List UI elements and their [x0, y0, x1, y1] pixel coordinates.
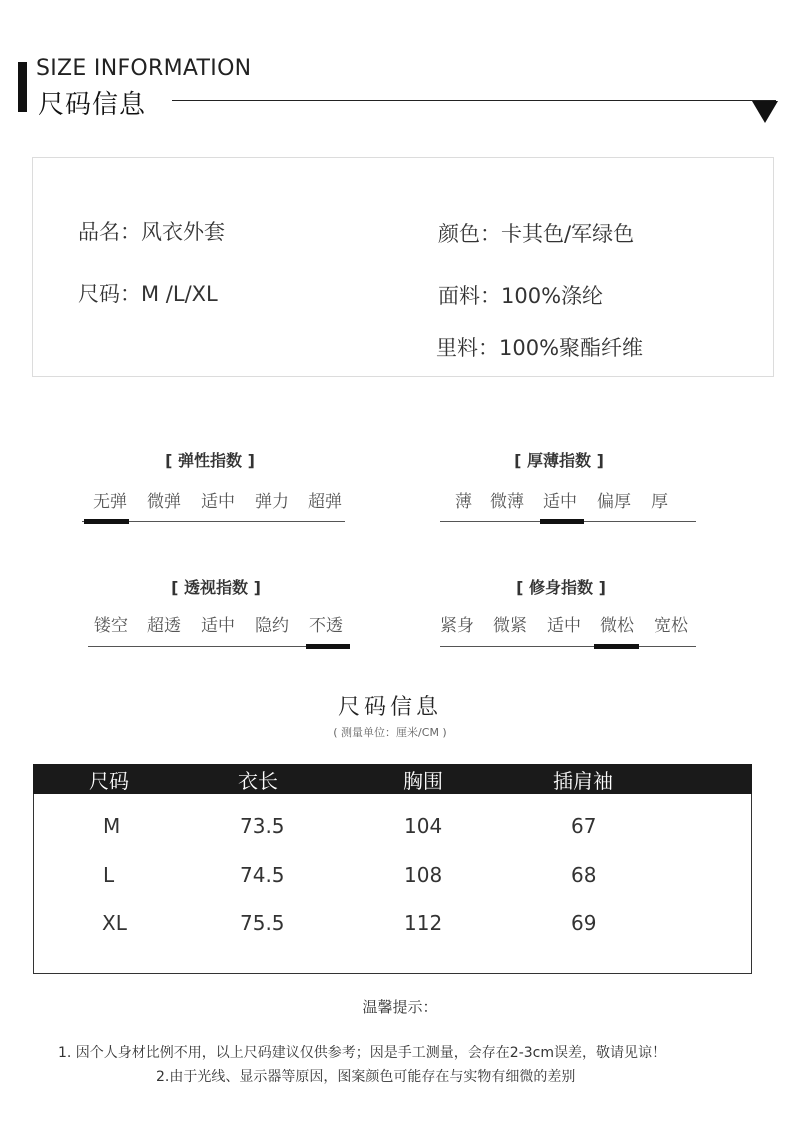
- product-info-box: [32, 157, 774, 377]
- transparency-option: 超透: [147, 616, 181, 636]
- table-cell: 73.5: [240, 814, 285, 838]
- transparency-selected-marker: [306, 644, 350, 649]
- table-cell: XL: [102, 911, 127, 935]
- fit-index-title: [ 修身指数 ]: [516, 578, 606, 597]
- header-title-en: SIZE INFORMATION: [36, 56, 252, 81]
- transparency-option: 不透: [309, 616, 343, 636]
- elasticity-option: 微弹: [147, 492, 181, 512]
- fit-option: 适中: [547, 616, 581, 636]
- thickness-option: 偏厚: [597, 492, 631, 512]
- table-cell: 68: [571, 863, 597, 887]
- size-table-unit: ( 测量单位：厘米/CM ): [333, 726, 447, 739]
- fit-option: 微紧: [493, 616, 527, 636]
- elasticity-selected-marker: [84, 519, 129, 524]
- thickness-option: 薄: [455, 492, 472, 512]
- header-title-cn: 尺码信息: [38, 90, 147, 120]
- transparency-option: 镂空: [94, 616, 128, 636]
- product-color: 颜色：卡其色/军绿色: [438, 222, 635, 246]
- table-cell: 74.5: [240, 863, 285, 887]
- table-cell: 75.5: [240, 911, 285, 935]
- tips-title: 温馨提示：: [362, 998, 438, 1016]
- table-cell: M: [103, 814, 121, 838]
- triangle-down-icon: [752, 101, 778, 123]
- product-size: 尺码：M /L/XL: [78, 282, 218, 306]
- elasticity-option: 弹力: [255, 492, 289, 512]
- thickness-option: 适中: [543, 492, 577, 512]
- table-cell: L: [103, 863, 115, 887]
- elasticity-index-title: [ 弹性指数 ]: [165, 451, 255, 470]
- elasticity-option: 无弹: [93, 492, 127, 512]
- header-divider: [172, 100, 776, 101]
- product-lining: 里料：100%聚酯纤维: [436, 336, 644, 360]
- header-cell-size: 尺码: [89, 769, 129, 793]
- fit-scale-line: [440, 646, 696, 647]
- elasticity-option: 超弹: [308, 492, 342, 512]
- fit-option: 微松: [600, 616, 634, 636]
- tip-note: 2.由于光线、显示器等原因，图案颜色可能存在与实物有细微的差别: [156, 1069, 576, 1085]
- fit-option: 紧身: [440, 616, 474, 636]
- thickness-selected-marker: [540, 519, 584, 524]
- thickness-option: 微薄: [490, 492, 524, 512]
- table-cell: 112: [404, 911, 443, 935]
- transparency-index-title: [ 透视指数 ]: [171, 578, 261, 597]
- thickness-index-title: [ 厚薄指数 ]: [514, 451, 604, 470]
- size-table-header: [33, 764, 752, 794]
- thickness-option: 厚: [651, 492, 668, 512]
- header-accent-bar: [18, 62, 27, 112]
- product-name: 品名：风衣外套: [78, 220, 225, 244]
- elasticity-option: 适中: [201, 492, 235, 512]
- table-cell: 108: [404, 863, 443, 887]
- table-cell: 104: [404, 814, 443, 838]
- size-table-title: 尺码信息: [337, 695, 442, 720]
- product-fabric: 面料：100%涤纶: [438, 284, 604, 308]
- fit-option: 宽松: [654, 616, 688, 636]
- transparency-option: 适中: [201, 616, 235, 636]
- size-table: [33, 764, 752, 974]
- tip-note: 1. 因个人身材比例不用，以上尺码建议仅供参考；因是手工测量，会存在2-3cm误差，敬请见谅！: [58, 1045, 667, 1061]
- table-cell: 67: [571, 814, 597, 838]
- header-cell-sleeve: 插肩袖: [553, 769, 613, 793]
- header-cell-length: 衣长: [238, 769, 278, 793]
- fit-selected-marker: [594, 644, 639, 649]
- table-cell: 69: [571, 911, 597, 935]
- transparency-option: 隐约: [255, 616, 289, 636]
- header-cell-chest: 胸围: [403, 769, 443, 793]
